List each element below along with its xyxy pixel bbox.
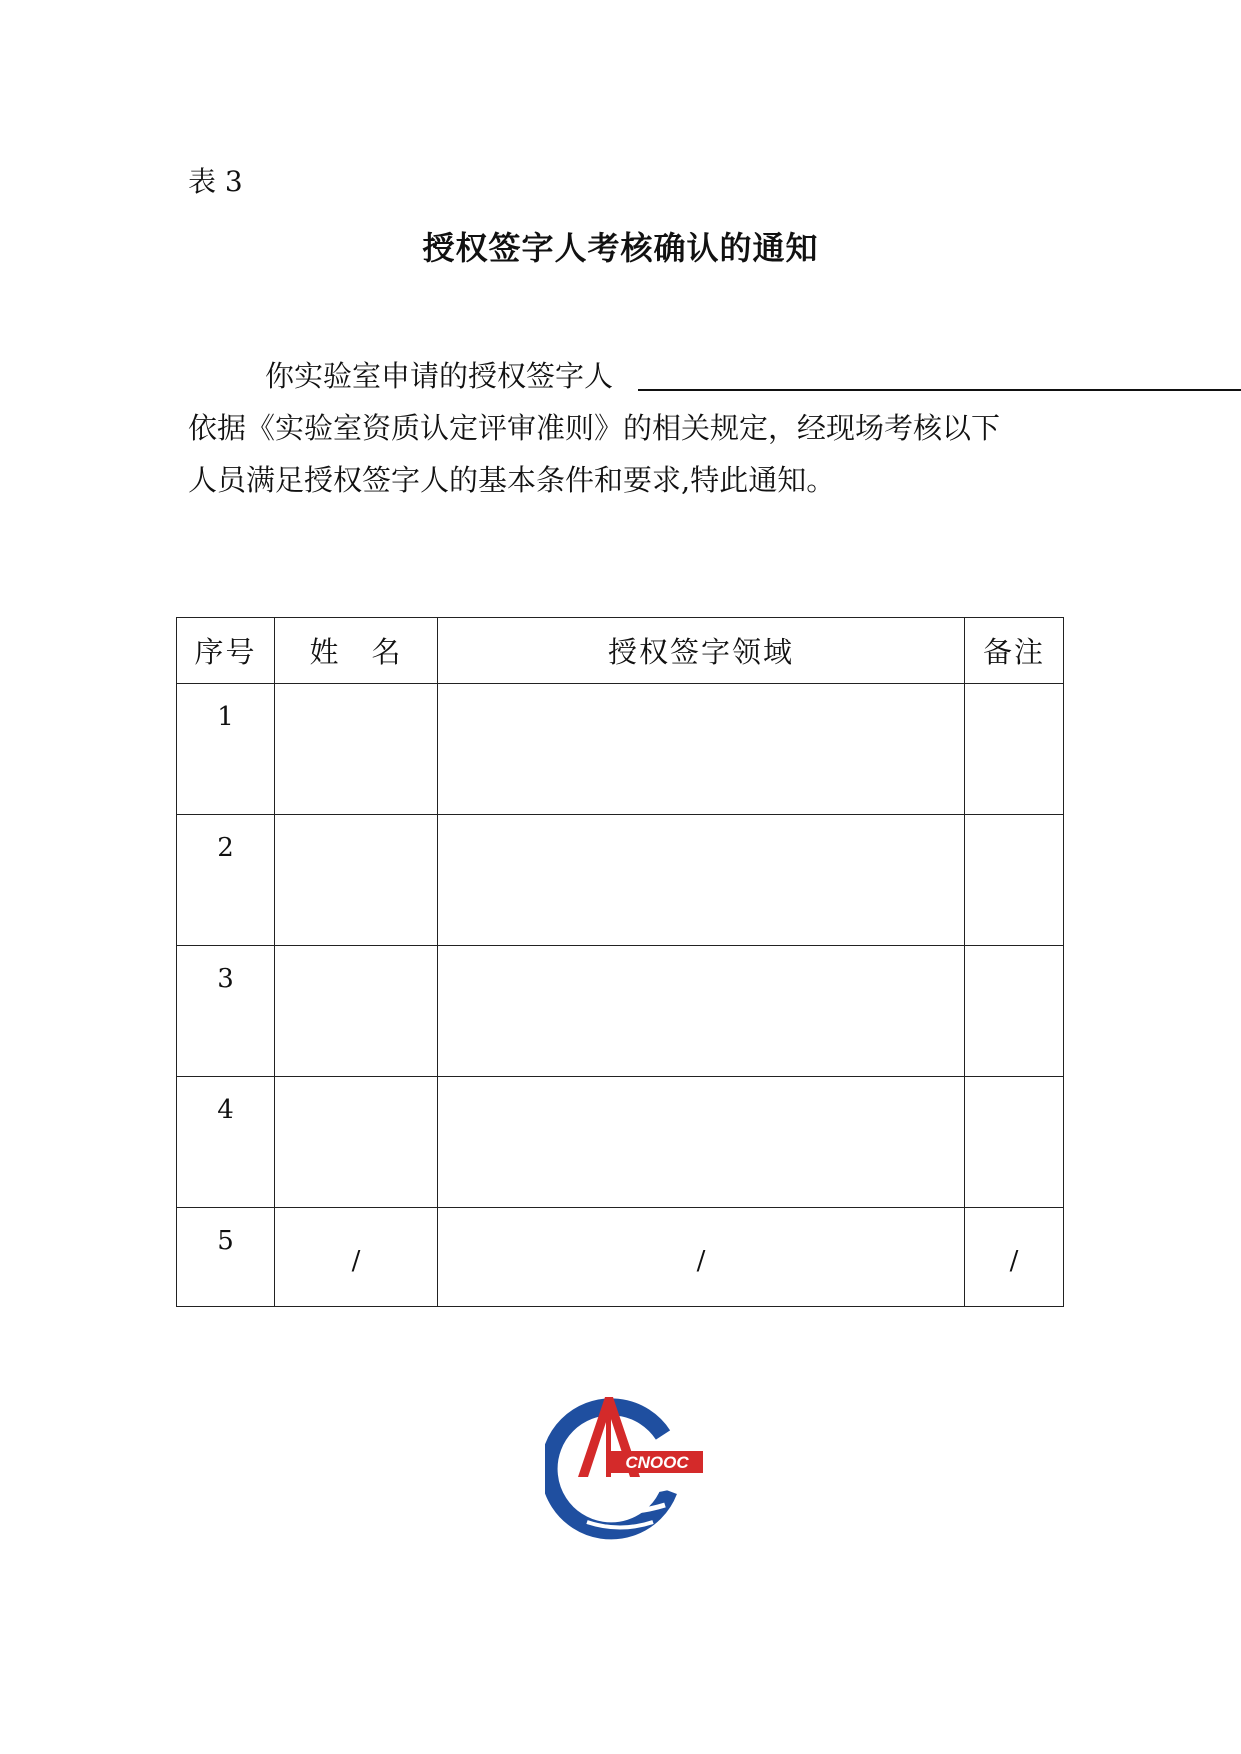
row-seq-cell [177,1208,275,1307]
table-row [177,1077,1064,1208]
header-seq: 序号 [177,618,275,684]
row-name-slash: / [351,1246,361,1276]
row-name-cell [275,684,438,815]
row-name-cell [275,1208,438,1307]
cnooc-logo-icon [545,1395,707,1545]
row-remark-cell [965,684,1064,815]
row-field-cell [438,815,965,946]
table-row [177,1208,1064,1307]
header-name: 姓 名 [275,618,438,684]
row-seq-cell [177,946,275,1077]
table-header-row [177,618,1064,684]
row-remark-slash: / [1009,1246,1019,1276]
row-field-slash: / [696,1246,706,1276]
table-row [177,684,1064,815]
notice-line-3: 人员满足授权签字人的基本条件和要求,特此通知。 [188,463,836,497]
table-label: 表 3 [188,165,243,198]
row-seq-cell [177,684,275,815]
row-remark-cell [965,1208,1064,1307]
row-field-cell [438,946,965,1077]
header-remark: 备注 [965,618,1064,684]
row-field-cell [438,1208,965,1307]
row-name-cell [275,946,438,1077]
row-seq: 1 [217,702,234,732]
row-field-cell [438,684,965,815]
notice-line-1: 你实验室申请的授权签字人 [265,359,614,393]
document-title: 授权签字人考核确认的通知 [422,229,819,267]
row-name-cell [275,1077,438,1208]
notice-line-2: 依据《实验室资质认定评审准则》的相关规定，经现场考核以下 [188,411,1001,445]
row-remark-cell [965,1077,1064,1208]
signatory-table [176,617,1064,1307]
header-field: 授权签字领域 [438,618,965,684]
row-seq-cell [177,815,275,946]
row-name-cell [275,815,438,946]
table-row [177,946,1064,1077]
row-field-cell [438,1077,965,1208]
signatory-blank-underline [638,389,1241,391]
row-seq-cell [177,1077,275,1208]
row-remark-cell [965,815,1064,946]
row-seq: 4 [217,1095,234,1125]
table-row [177,815,1064,946]
row-seq: 5 [217,1226,234,1256]
row-seq: 3 [217,964,234,994]
logo-wordmark: CNOOC [625,1453,689,1472]
row-remark-cell [965,946,1064,1077]
row-seq: 2 [217,833,234,863]
